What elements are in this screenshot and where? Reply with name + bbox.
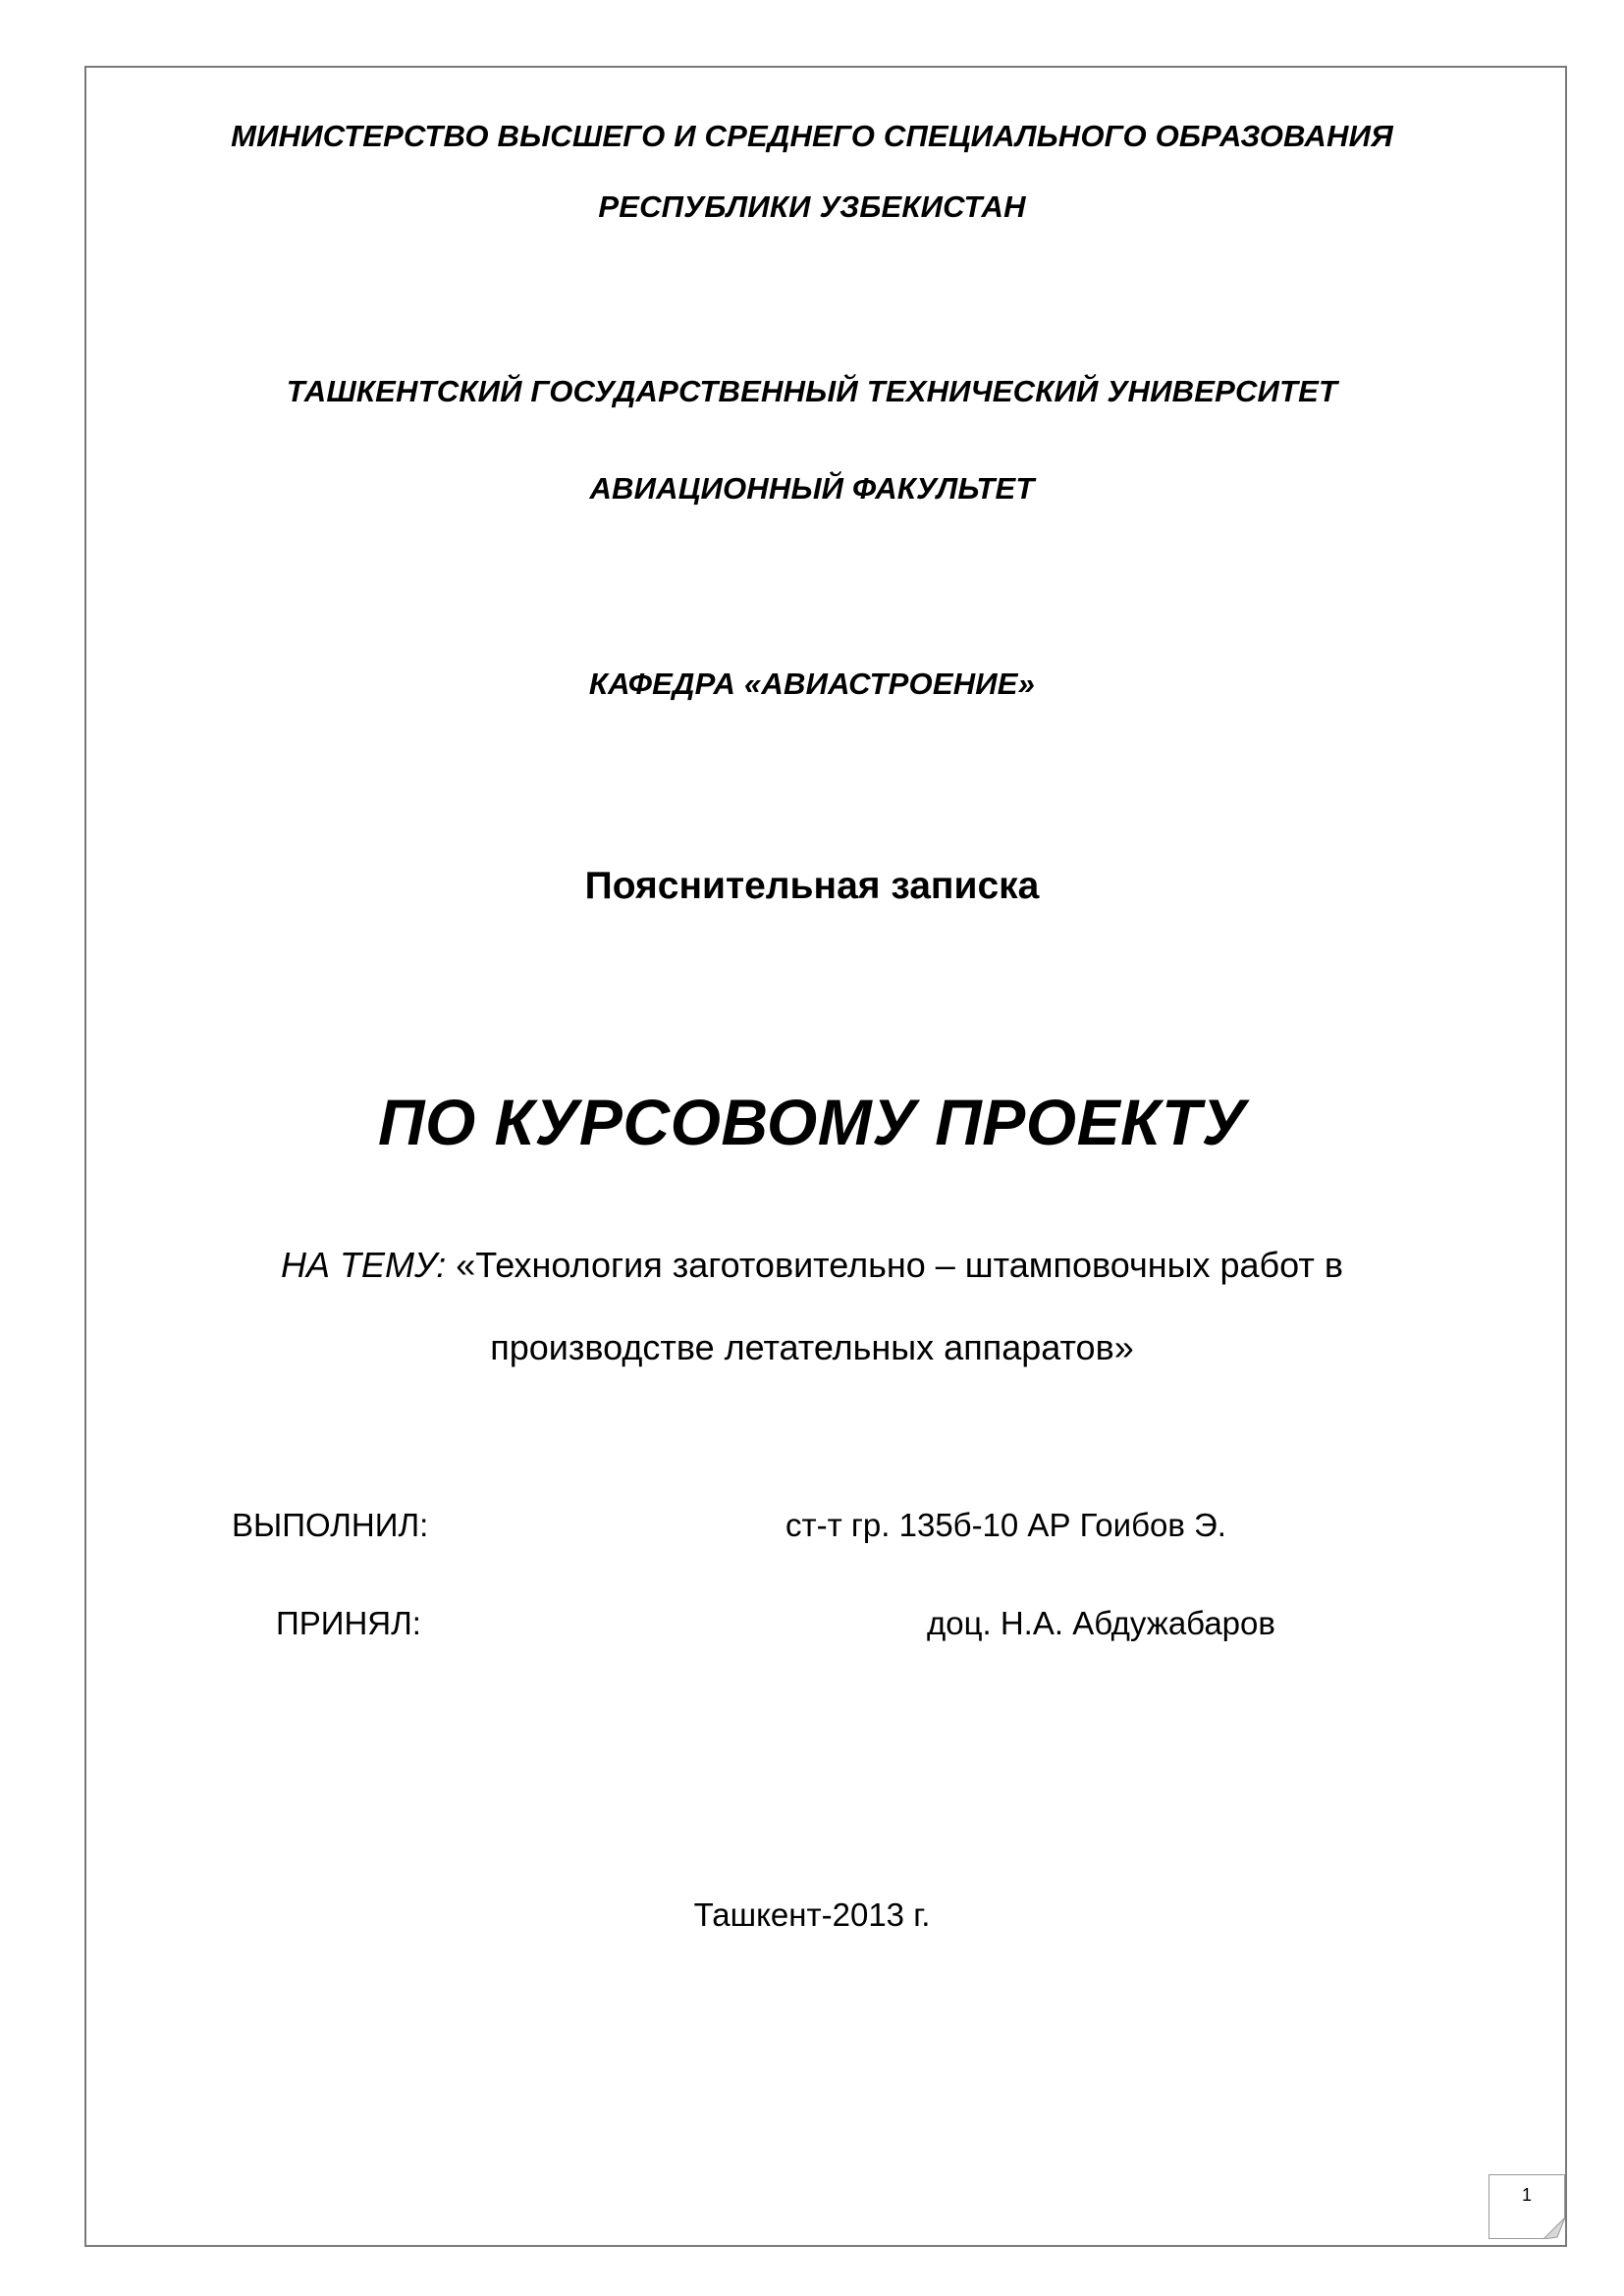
ministry-line-1: МИНИСТЕРСТВО ВЫСШЕГО И СРЕДНЕГО СПЕЦИАЛЬНОГО ОБРАЗОВАНИЯ (231, 119, 1393, 153)
city-year: Ташкент-2013 г. (693, 1896, 931, 1933)
performed-label: ВЫПОЛНИЛ: (232, 1507, 429, 1543)
topic-prefix: НА ТЕМУ: (281, 1245, 447, 1285)
accepted-value: доц. Н.А. Абдужабаров (927, 1605, 1275, 1641)
document-title: ПО КУРСОВОМУ ПРОЕКТУ (377, 1086, 1247, 1158)
university-name: ТАШКЕНТСКИЙ ГОСУДАРСТВЕННЫЙ ТЕХНИЧЕСКИЙ УНИВЕРСИТЕТ (286, 374, 1338, 408)
document-subtitle: Пояснительная записка (584, 865, 1040, 907)
page-number-box (1489, 2174, 1565, 2239)
department-name: КАФЕДРА «АВИАСТРОЕНИЕ» (588, 667, 1036, 701)
page-curl-icon (1543, 2217, 1565, 2239)
faculty-name: АВИАЦИОННЫЙ ФАКУЛЬТЕТ (589, 471, 1035, 506)
ministry-line-2: РЕСПУБЛИКИ УЗБЕКИСТАН (598, 189, 1026, 224)
topic-line-2: производстве летательных аппаратов» (490, 1327, 1134, 1367)
topic-text-1: «Технология заготовительно – штамповочных работ в (446, 1245, 1343, 1285)
performed-value: ст-т гр. 135б-10 АР Гоибов Э. (785, 1507, 1226, 1543)
accepted-label: ПРИНЯЛ: (276, 1605, 421, 1641)
topic-line-1 (0, 1245, 1624, 1286)
page-number: 1 (1521, 2185, 1532, 2205)
